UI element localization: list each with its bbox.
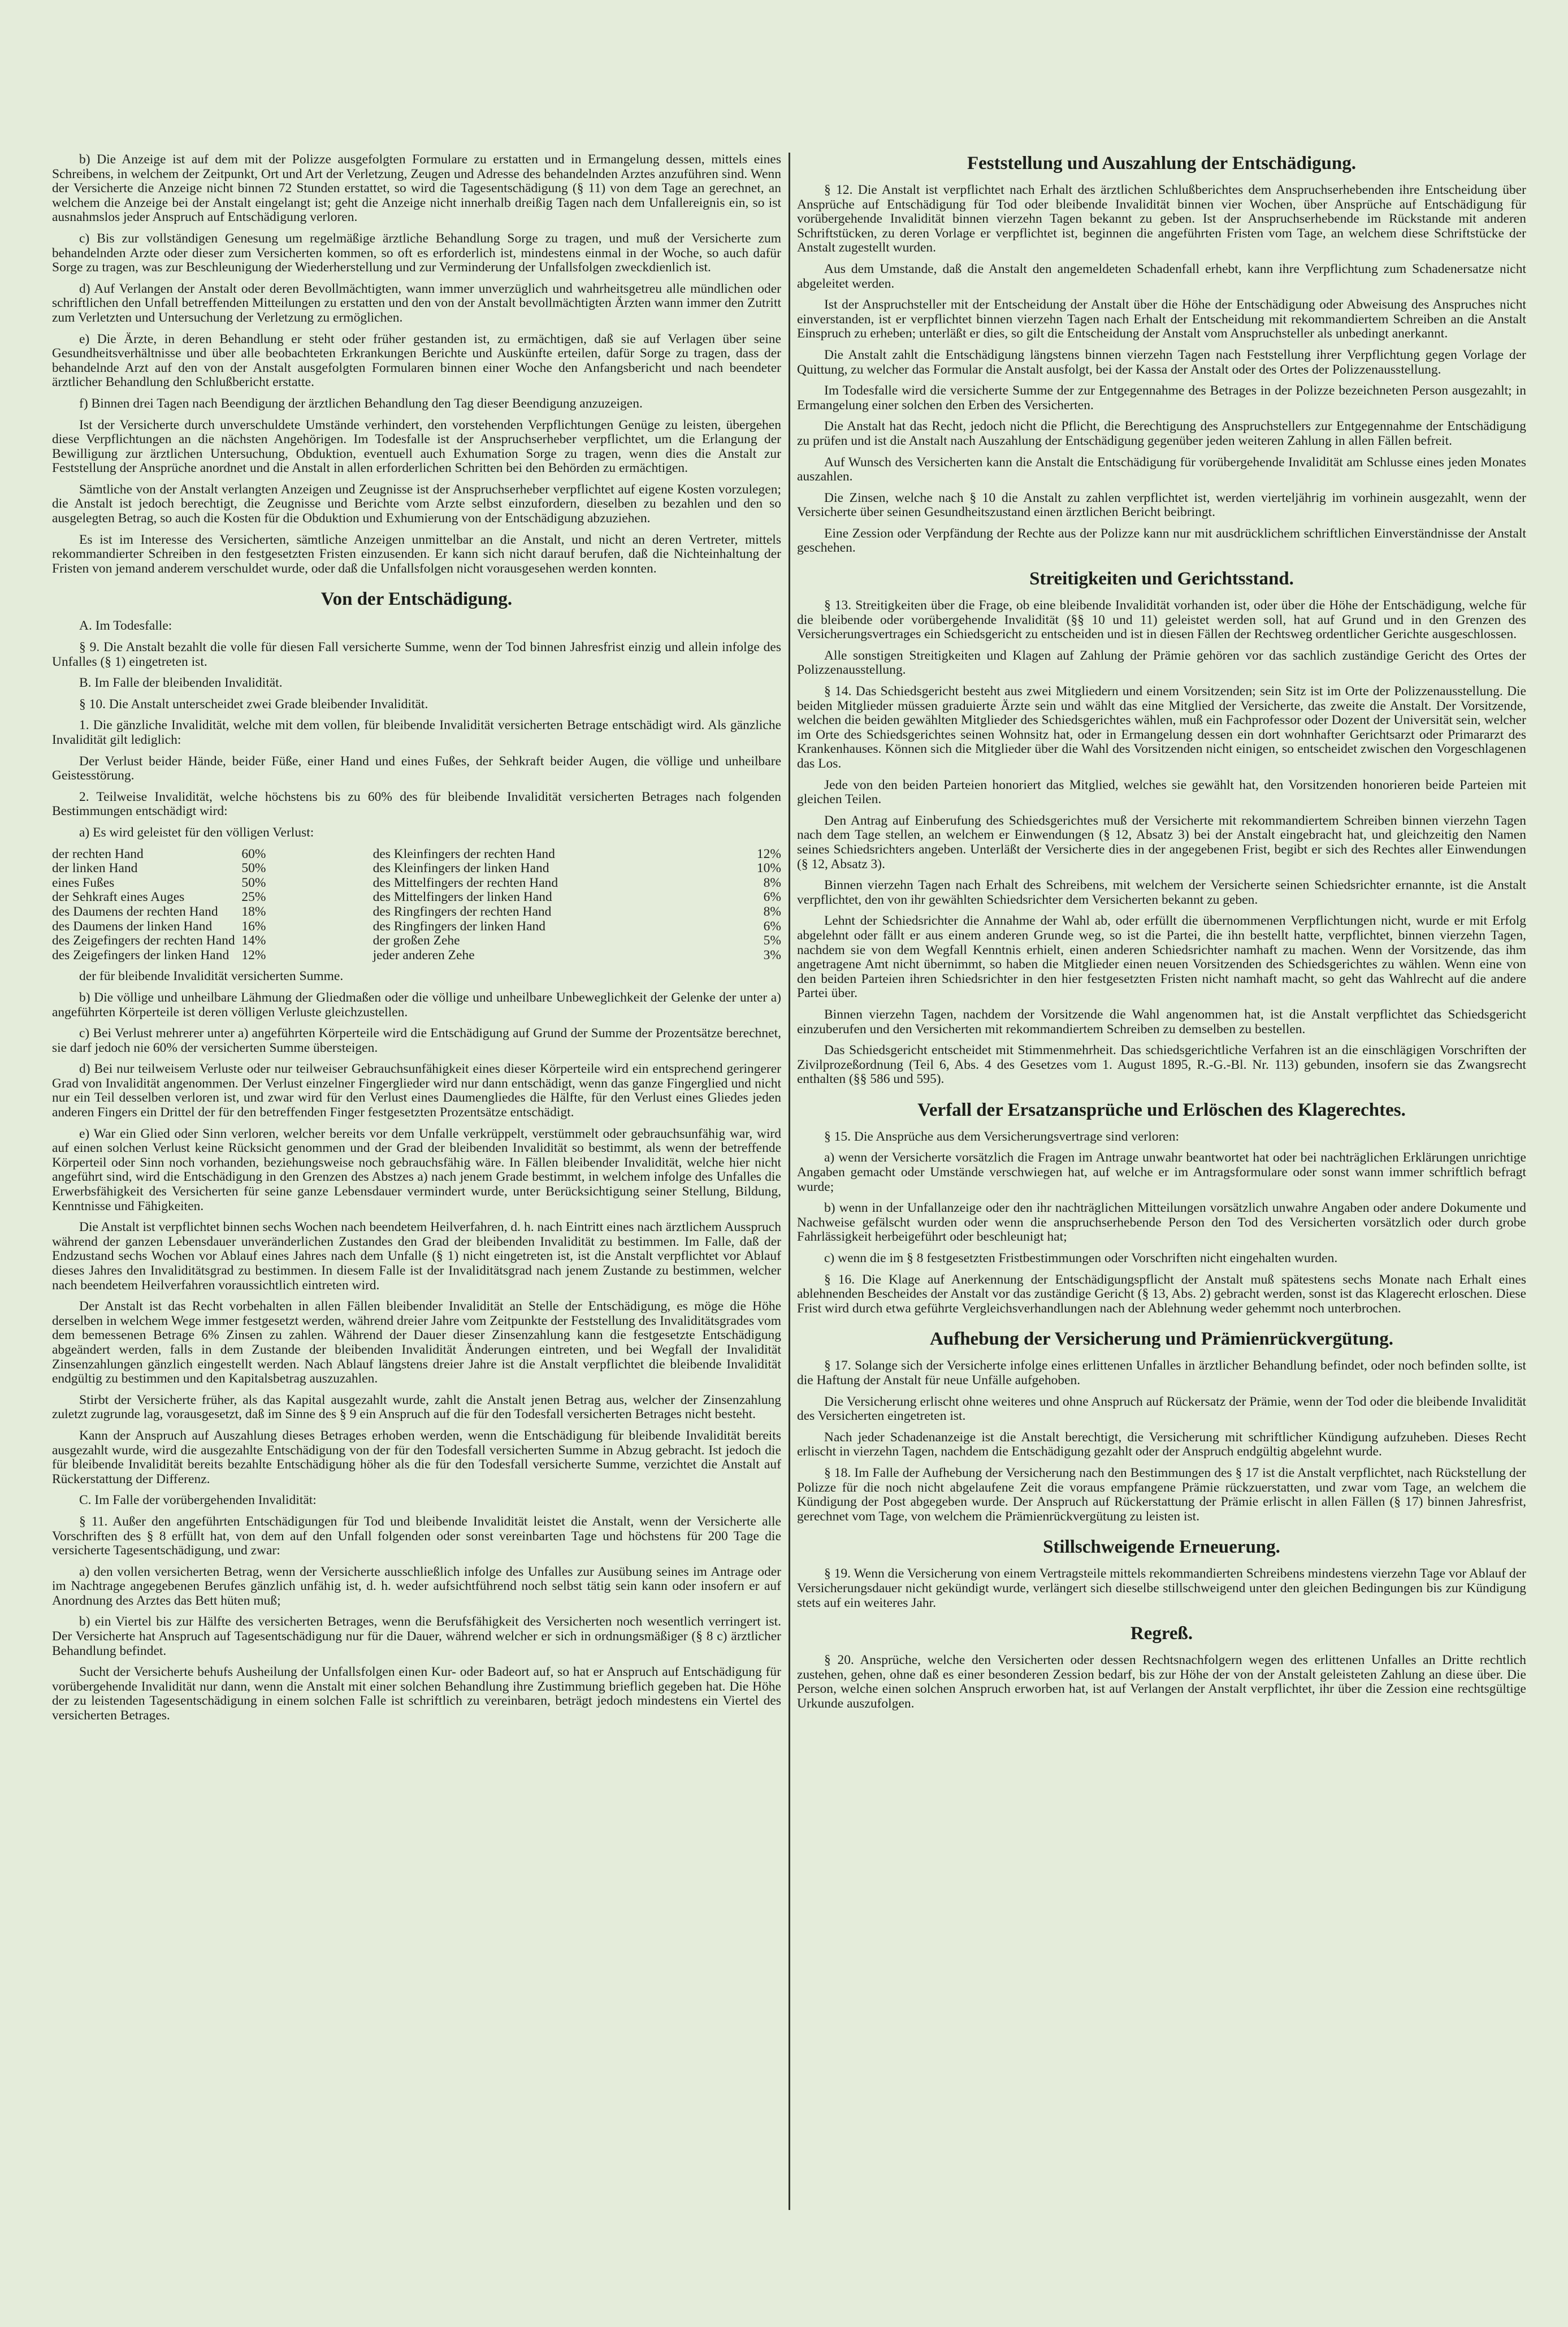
left-column	[52, 153, 781, 1730]
table-row	[52, 934, 781, 948]
paragraph: § 9. Die Anstalt bezahlt die volle für diesen Fall versicherte Summe, wenn der Tod binnen Jahresfrist einzig und allein infolge des Unfalles (§ 1) eingetreten ist.	[52, 640, 781, 669]
paragraph: der für bleibende Invalidität versicherten Summe.	[79, 969, 344, 984]
paragraph: § 14. Das Schiedsgericht besteht aus zwei Mitgliedern und einem Vorsitzenden; sein Sitz ist im Orte der Polizzenausstellung. Die beiden Mitglieder müssen graduierte Ärzte sein und wählt das eine Mitglied der Versicherte, das zweite die Anstalt. Der Vorsitzende, welchen die beiden gewählten Mitglieder des Schiedsgerichtes wählen, muß ein Fachprofessor oder Dozent der Universität sein, welcher im Orte des Schiedsgerichtes seinen Wohnsitz hat, oder in Ermangelung dessen ein dort wohnhafter Gerichtsarzt oder Primararzt des Krankenhauses. Können sich die Mitglieder über die Wahl des Vorsitzenden nicht einigen, so entscheidet zwischen den Vorgeschlagenen das Los.	[797, 684, 1526, 771]
paragraph: § 17. Solange sich der Versicherte infolge eines erlittenen Unfalles in ärztlicher Behandlung befindet, oder noch befinden sollte, ist die Haftung der Anstalt für neue Unfälle aufgehoben.	[797, 1358, 1526, 1388]
percentage-value: 3%	[763, 947, 781, 963]
paragraph: § 10. Die Anstalt unterscheidet zwei Grade bleibender Invalidität.	[79, 696, 428, 712]
body-part-label: der rechten Hand	[52, 846, 144, 861]
body-part-label: der großen Zehe	[372, 933, 460, 948]
paragraph: b) Die völlige und unheilbare Lähmung der Gliedmaßen oder die völlige und unheilbare Unbeweglichkeit der Gelenke der unter a) angeführten Körperteile ist deren völligen Verluste gleichzustellen.	[52, 990, 781, 1020]
body-part-label: jeder anderen Zehe	[372, 947, 475, 963]
paragraph: c) Bis zur vollständigen Genesung um regelmäßige ärztliche Behandlung Sorge zu tragen, und muß der Versicherte zum behandelnden Arzte oder dieser zum Versicherten kommen, so oft es erforderlich ist, mindestens einmal in der Woche, so auch dafür Sorge zu tragen, was zur Beschleunigung der Wiederherstellung und zur Verminderung der Unfallsfolgen zweckdienlich ist.	[52, 231, 781, 275]
right-column	[797, 153, 1526, 1718]
percentage-value: 14%	[241, 933, 266, 948]
paragraph: Im Todesfalle wird die versicherte Summe der zur Entgegennahme des Betrages in der Polizze bezeichneten Person ausgezahlt; in Ermangelung einer solchen den Erben des Versicherten.	[797, 383, 1526, 413]
paragraph: a) wenn der Versicherte vorsätzlich die Fragen im Antrage unwahr beantwortet hat oder bei nachträglichen Erklärungen unrichtige Angaben gemacht oder Umstände verschwiegen hat, auf welche er im Antragsformulare oder sonst wann immer schriftlich befragt wurde;	[797, 1150, 1526, 1194]
paragraph: Ist der Anspruchsteller mit der Entscheidung der Anstalt über die Höhe der Entschädigung oder Abweisung des Anspruches nicht einverstanden, ist er verpflichtet binnen vierzehn Tagen nach Erhalt der Entscheidung mit rekommandiertem Schreiben an die Anstalt Einspruch zu erheben; unterläßt er dies, so gilt die Entscheidung der Anstalt vom Anspruchsteller als unbedingt anerkannt.	[797, 297, 1526, 341]
paragraph: 1. Die gänzliche Invalidität, welche mit dem vollen, für bleibende Invalidität versicherten Betrage entschädigt wird. Als gänzliche Invalidität gilt lediglich:	[52, 718, 781, 747]
table-row	[52, 948, 781, 963]
paragraph: Nach jeder Schadenanzeige ist die Anstalt berechtigt, die Versicherung mit schriftlicher Kündigung aufzuheben. Dieses Recht erlischt in vierzehn Tagen, nachdem die Entschädigung gezahlt oder der Anspruch endgültig abgelehnt wurde.	[797, 1429, 1526, 1459]
paragraph: C. Im Falle der vorübergehenden Invalidität:	[79, 1493, 317, 1508]
body-part-label: des Daumens der rechten Hand	[52, 904, 218, 919]
body-part-label: eines Fußes	[52, 875, 115, 890]
table-row	[52, 861, 781, 876]
paragraph: Jede von den beiden Parteien honoriert das Mitglied, welches sie gewählt hat, den Vorsitzenden honorieren beide Parteien mit gleichen Teilen.	[797, 777, 1526, 807]
paragraph: § 11. Außer den angeführten Entschädigungen für Tod und bleibende Invalidität leistet die Anstalt, wenn der Versicherte alle Vorschriften des § 8 erfüllt hat, von dem auf den Unfall folgenden oder sonst vereinbarten Tage und höchstens für 200 Tage die versicherte Tagesentschädigung, und zwar:	[52, 1514, 781, 1558]
section-heading-aufhebung: Aufhebung der Versicherung und Prämienrückvergütung.	[930, 1329, 1393, 1350]
paragraph: Auf Wunsch des Versicherten kann die Anstalt die Entschädigung für vorübergehende Invalidität am Schlusse eines jeden Monates auszahlen.	[797, 454, 1526, 484]
conditions-paragraphs	[52, 153, 781, 576]
paragraph: A. Im Todesfalle:	[79, 618, 172, 634]
paragraph: § 12. Die Anstalt ist verpflichtet nach Erhalt des ärztlichen Schlußberichtes dem Anspruchserhebenden ihre Entscheidung über Ansprüche auf Entschädigung für Tod oder bleibende Invalidität binnen vier Wochen, über Ansprüche auf Entschädigung für vorübergehende Invalidität binnen vierzehn Tagen bekannt zu geben. Ist der Anspruchserhebende im Rückstande mit anderen Schriftstücken, zu deren Vorlage er verpflichtet ist, beginnen die angeführten Fristen vom Tage, an welchem diese Schriftstücke der Anstalt zugestellt wurden.	[797, 183, 1526, 255]
paragraph: § 18. Im Falle der Aufhebung der Versicherung nach den Bestimmungen des § 17 ist die Anstalt verpflichtet, nach Rückstellung der Polizze für die noch nicht abgelaufene Zeit die voraus empfangene Prämie rückzuerstatten, und zwar vom Tage, an welchem die Kündigung der Post abgegeben wurde. Der Anspruch auf Rückerstattung der Prämie erlischt in allen Fällen (§ 17) binnen Jahresfrist, gerechnet vom Tage, von welchem die Prämienrückvergütung zu leisten ist.	[797, 1465, 1526, 1524]
percentage-value: 8%	[763, 875, 781, 890]
paragraph: c) wenn die im § 8 festgesetzten Fristbestimmungen oder Vorschriften nicht eingehalten wurden.	[824, 1251, 1338, 1266]
percentage-value: 25%	[241, 890, 266, 905]
paragraph: d) Bei nur teilweisem Verluste oder nur teilweiser Gebrauchsunfähigkeit eines dieser Körperteile wird ein entsprechend geringerer Grad von Invalidität angenommen. Der Verlust einzelner Fingerglieder wird nur dann entschädigt, wenn das ganze Fingerglied und nicht nur ein Teil desselben verloren ist, und zwar wird für den Verlust eines Daumengliedes die Hälfte, für den Verlust eines Gliedes jeden anderen Fingers ein Drittel der für den betreffenden Finger festgesetzten Prozentsätze entschädigt.	[52, 1061, 781, 1120]
paragraph: § 20. Ansprüche, welche den Versicherten oder dessen Rechtsnachfolgern wegen des erlittenen Unfalles an Dritte rechtlich zustehen, gehen, ohne daß es einer besonderen Zession bedarf, bis zur Höhe der von der Anstalt geleisteten Zahlung an diese über. Die Person, welche einen solchen Anspruch erworben hat, ist auf Verlangen der Anstalt verpflichtet, ihr über die Zession eine rechtsgültige Urkunde auszufolgen.	[797, 1653, 1526, 1711]
paragraph: c) Bei Verlust mehrerer unter a) angeführten Körperteile wird die Entschädigung auf Grund der Summe der Prozentsätze berechnet, sie darf jedoch nie 60% der versicherten Summe übersteigen.	[52, 1026, 781, 1055]
paragraph: Eine Zession oder Verpfändung der Rechte aus der Polizze kann nur mit ausdrücklichem schriftlichen Einverständnisse der Anstalt geschehen.	[797, 526, 1526, 556]
paragraph: Der Anstalt ist das Recht vorbehalten in allen Fällen bleibender Invalidität an Stelle der Entschädigung, es möge die Höhe derselben in welchem Wege immer festgesetzt werden, während dreier Jahre vom Zeitpunkte der Feststellung des Invaliditätsgrades vom dem bemessenen Betrage 6% Zinsen zu zahlen. Während der Dauer dieser Zinsenzahlung kann die festgesetzte Entschädigung abgeändert werden, falls in dem Zustande der bleibenden Invalidität Änderungen eintreten, und bei Wegfall der Invalidität Zinsenzahlungen gänzlich eingestellt werden. Nach Ablauf längstens dreier Jahre ist die Anstalt verpflichtet die bleibende Invalidität endgültig zu bestimmen und den Kapitalsbetrag auszuzahlen.	[52, 1299, 781, 1386]
paragraph: b) Die Anzeige ist auf dem mit der Polizze ausgefolgten Formulare zu erstatten und in Ermangelung dessen, mittels eines Schreibens, in welchem der Zeitpunkt, Ort und Art der Verletzung, Zeugen und Adresse des behandelnden Arztes anzuführen sind. Wenn der Versicherte die Anzeige nicht binnen 72 Stunden erstattet, so wird die Tagesentschädigung (§ 11) von dem Tage an gerechnet, an welchem die Anzeige bei der Anstalt eingelangt ist; geht die Anzeige nicht innerhalb dreißig Tagen nach dem Unfallereignis ein, so ist ausnahmslos jeder Anspruch auf Entschädigung verloren.	[52, 152, 781, 225]
paragraph: § 15. Die Ansprüche aus dem Versicherungsvertrage sind verloren:	[824, 1129, 1180, 1144]
paragraph: e) Die Ärzte, in deren Behandlung er steht oder früher gestanden ist, zu ermächtigen, daß sie auf Verlagen über seine Gesundheitsverhältnisse und über alle beobachteten Erkrankungen Berichte und Auskünfte erteilen, dafür Sorge zu tragen, dass der behandelnde Arzt auf den von der Anstalt ausgefolgten Formularen binnen einer Woche den Anfangsbericht und nach beendeter ärztlicher Behandlung den Schlußbericht erstatte.	[52, 331, 781, 390]
paragraph: Der Verlust beider Hände, beider Füße, einer Hand und eines Fußes, der Sehkraft beider Augen, die völlige und unheilbare Geistesstörung.	[52, 753, 781, 783]
body-part-label: des Ringfingers der rechten Hand	[372, 904, 552, 919]
paragraph: Binnen vierzehn Tagen nach Erhalt des Schreibens, mit welchem der Versicherte seinen Schiedsrichter ernannte, ist die Anstalt verpflichtet, den von ihr gewählten Schiedsrichter dem Versicherten bekannt zu geben.	[797, 878, 1526, 907]
section-heading-erneuerung: Stillschweigende Erneuerung.	[1043, 1537, 1280, 1558]
section-heading-entschaedigung: Von der Entschädigung.	[320, 589, 513, 610]
paragraph: Das Schiedsgericht entscheidet mit Stimmenmehrheit. Das schiedsgerichtliche Verfahren ist an die einschlägigen Vorschriften der Zivilprozeßordnung (Teil 6, Abs. 4 des Gesetzes vom 1. August 1895, R.-G.-Bl. Nr. 113) gebunden, insofern sie das Zwangsrecht enthalten (§§ 586 und 595).	[797, 1043, 1526, 1087]
paragraph: Die Anstalt hat das Recht, jedoch nicht die Pflicht, die Berechtigung des Anspruchstellers zur Entgegennahme der Entschädigung zu prüfen und ist die Anstalt nach Auszahlung der Entschädigung gegenüber jeden weiteren Zahlung in allen Fällen befreit.	[797, 419, 1526, 448]
invalidity-percentage-table	[52, 847, 781, 963]
paragraph: d) Auf Verlangen der Anstalt oder deren Bevollmächtigten, wann immer unverzüglich und wahrheitsgetreu alle mündlichen oder schriftlichen den Unfall betreffenden Mitteilungen zu erstatten und den von der Anstalt bevollmächtigten Ärzten wann immer den Zutritt zum Verletzten und Untersuchung der Verletzung zu ermöglichen.	[52, 281, 781, 325]
percentage-value: 6%	[763, 918, 781, 934]
percentage-value: 50%	[241, 875, 266, 890]
body-part-label: des Kleinfingers der linken Hand	[372, 861, 549, 876]
body-part-label: des Ringfingers der linken Hand	[372, 918, 546, 934]
paragraph: Sucht der Versicherte behufs Ausheilung der Unfallsfolgen einen Kur- oder Badeort auf, so hat er Anspruch auf Entschädigung für vorübergehende Invalidität nur dann, wenn die Anstalt mit einer solchen Behandlung ihre Zustimmung brieflich gegeben hat. Die Höhe der zu leistenden Tagesentschädigung in einem solchen Falle ist schriftlich zu vereinbaren, beträgt jedoch mindestens ein Viertel des versicherten Betrages.	[52, 1665, 781, 1723]
percentage-value: 6%	[763, 890, 781, 905]
table-row	[52, 890, 781, 905]
percentage-value: 16%	[241, 918, 266, 934]
paragraph: 2. Teilweise Invalidität, welche höchstens bis zu 60% des für bleibende Invalidität versicherten Betrages nach folgenden Bestimmungen entschädigt wird:	[52, 789, 781, 819]
percentage-value: 18%	[241, 904, 266, 919]
percentage-value: 50%	[241, 861, 266, 876]
paragraph: Binnen vierzehn Tagen, nachdem der Vorsitzende die Wahl angenommen hat, ist die Anstalt verpflichtet das Schiedsgericht einzuberufen und den Versicherten mit rekommandiertem Schreiben zu demselben zu bestellen.	[797, 1007, 1526, 1037]
paragraph: Alle sonstigen Streitigkeiten und Klagen auf Zahlung der Prämie gehören vor das sachlich zuständige Gericht des Ortes der Polizzenausstellung.	[797, 648, 1526, 678]
body-part-label: der linken Hand	[52, 861, 138, 876]
paragraph: Die Anstalt zahlt die Entschädigung längstens binnen vierzehn Tagen nach Feststellung ihrer Verpflichtung gegen Vorlage der Quittung, zu welcher das Formular die Anstalt ausfolgt, bei der Kassa der Anstalt oder des Ortes der Polizzenausstellung.	[797, 347, 1526, 377]
body-part-label: der Sehkraft eines Auges	[52, 890, 185, 905]
body-part-label: des Zeigefingers der linken Hand	[52, 947, 229, 963]
column-divider	[789, 153, 790, 2210]
paragraph: Die Zinsen, welche nach § 10 die Anstalt zu zahlen verpflichtet ist, werden vierteljährig im vorhinein ausgezahlt, wenn der Versicherte über seinen Gesundheitszustand einen ärztlichen Bericht beibringt.	[797, 490, 1526, 520]
percentage-value: 5%	[763, 933, 781, 948]
table-row	[52, 905, 781, 920]
paragraph: B. Im Falle der bleibenden Invalidität.	[79, 675, 283, 691]
section-heading-streitigkeiten: Streitigkeiten und Gerichtsstand.	[1029, 569, 1294, 590]
paragraph: a) Es wird geleistet für den völligen Verlust:	[79, 825, 314, 840]
paragraph: e) War ein Glied oder Sinn verloren, welcher bereits vor dem Unfalle verkrüppelt, verstümmelt oder gebrauchsunfähig war, wird auf einen solchen Verlust keine Rücksicht genommen und der Grad der bleibenden Invalidität so bestimmt, als wenn der betreffende Körperteil oder Sinn noch vorhanden, beziehungsweise noch gebrauchsfähig wäre. In Fällen bleibender Invalidität, welche hier nicht angeführt sind, wird die Entschädigung in den Grenzen des Abstzes a) nach jenem Grade bestimmt, in welchem infolge des Unfalles die Erwerbsfähigkeit des Versicherten für seine ganze Lebensdauer vermindert wurde, unter Berücksichtigung seiner Stellung, Bildung, Kenntnisse und Fähigkeiten.	[52, 1126, 781, 1214]
paragraph: Sämtliche von der Anstalt verlangten Anzeigen und Zeugnisse ist der Anspruchserheber verpflichtet auf eigene Kosten vorzulegen; die Anstalt ist jedoch berechtigt, die Zeugnisse und Berichte vom Arzte selbst einzufordern, dieselben zu bezahlen und den so ausgelegten Betrag, so auch die Kosten für die Obduktion und Exhumierung von der Entschädigung abzuziehen.	[52, 482, 781, 526]
body-part-label: des Mittelfingers der linken Hand	[372, 890, 552, 905]
paragraph: Lehnt der Schiedsrichter die Annahme der Wahl ab, oder erfüllt die übernommenen Verpflichtungen nicht, wurde er mit Erfolg abgelehnt oder fällt er aus einem anderen Grunde weg, so ist die Partei, die ihn bestellt hatte, verpflichtet, binnen vierzehn Tagen, nachdem sie von dem Wegfall Kenntnis erhielt, einen anderen Schiedsrichter namhaft zu machen. Wenn der Vorsitzende, das ihm angetragene Amt nicht übernimmt, so haben die Mitglieder einen neuen Vorsitzenden des Schiedsgerichtes zu wählen. Wenn eine von den beiden Parteien ihren Schiedsrichter in den hier festgesetzten Fristen nicht namhaft macht, so geht das Wahlrecht auf die andere Partei über.	[797, 913, 1526, 1001]
section-heading-verfall: Verfall der Ersatzansprüche und Erlöschen des Klagerechtes.	[917, 1099, 1406, 1120]
paragraph: Den Antrag auf Einberufung des Schiedsgerichtes muß der Versicherte mit rekommandiertem Schreiben binnen vierzehn Tagen nach dem Tage stellen, an welchem er Einwendungen (§ 12, Absatz 3) bei der Anstalt eingebracht hat, und gleichzeitig den Namen seines Schiedsrichters angeben. Unterläßt der Versicherte dies in der angegebenen Frist, begibt er sich des Rechtes aller Einwendungen (§ 12, Absatz 3).	[797, 813, 1526, 872]
body-part-label: des Mittelfingers der rechten Hand	[372, 875, 558, 890]
percentage-value: 12%	[241, 947, 266, 963]
paragraph: a) den vollen versicherten Betrag, wenn der Versicherte ausschließlich infolge des Unfalles zur Ausübung seines im Antrage oder im Nachtrage angegebenen Berufes gänzlich unfähig ist, d. h. weder aufsichtführend noch selbst tätig sein kann oder insofern er auf Anordnung des Arztes das Bett hüten muß;	[52, 1564, 781, 1608]
paragraph: Kann der Anspruch auf Auszahlung dieses Betrages erhoben werden, wenn die Entschädigung für bleibende Invalidität bereits ausgezahlt wurde, wird die ausgezahlte Entschädigung von der für den Todesfall versicherten Summe in Abzug gebracht. Ist jedoch die für bleibende Invalidität bereits bezahlte Entschädigung höher als die für den Todesfall versicherte Summe, verzichtet die Anstalt auf Rückerstattung der Differenz.	[52, 1428, 781, 1487]
paragraph: Die Anstalt ist verpflichtet binnen sechs Wochen nach beendetem Heilverfahren, d. h. nach Eintritt eines nach ärztlichem Ausspruch während der ganzen Lebensdauer unveränderlichen Zustandes den Grad der bleibenden Invalidität zu bestimmen. Im Falle, daß der Endzustand sechs Wochen vor Ablauf eines Jahres nach dem Unfalle (§ 1) nicht eingetreten ist, ist die Anstalt verpflichtet vor Ablauf dieses Jahres den Invaliditätsgrad zu bestimmen. In diesem Falle ist der Invaliditätsgrad nach jenem Zustande zu bestimmen, welcher nach beendetem Heilverfahren voraussichtlich eintreten wird.	[52, 1220, 781, 1293]
table-row	[52, 847, 781, 862]
body-part-label: des Zeigefingers der rechten Hand	[52, 933, 235, 948]
paragraph: f) Binnen drei Tagen nach Beendigung der ärztlichen Behandlung den Tag dieser Beendigung anzuzeigen.	[79, 396, 643, 411]
paragraph: § 19. Wenn die Versicherung von einem Vertragsteile mittels rekommandierten Schreibens mindestens vierzehn Tage vor Ablauf der Versicherungsdauer nicht gekündigt wurde, verlängert sich dieselbe stillschweigend unter den gleichen Bedingungen bis zur Kündigung stets auf ein weiteres Jahr.	[797, 1566, 1526, 1610]
percentage-value: 12%	[756, 846, 781, 861]
paragraph: b) wenn in der Unfallanzeige oder den ihr nachträglichen Mitteilungen vorsätzlich unwahre Angaben oder andere Dokumente und Nachweise gefälscht wurden oder wenn die anspruchserhebende Person den Tod des Versicherten vorsätzlich oder durch grobe Fahrlässigkeit herbeigeführt oder beschleunigt hat;	[797, 1201, 1526, 1245]
section-heading-regress: Regreß.	[1130, 1623, 1193, 1644]
paragraph: Die Versicherung erlischt ohne weiteres und ohne Anspruch auf Rückersatz der Prämie, wenn der Tod oder die bleibende Invalidität des Versicherten eingetreten ist.	[797, 1394, 1526, 1424]
body-part-label: des Daumens der linken Hand	[52, 918, 213, 934]
table-row	[52, 876, 781, 891]
paragraph: Es ist im Interesse des Versicherten, sämtliche Anzeigen unmittelbar an die Anstalt, und nicht an deren Vertreter, mittels rekommandierter Schreiben in den festgesetzten Fristen einzusenden. Er kann sich nicht darauf berufen, daß die Nichteinhaltung der Fristen von jemand anderem verschuldet wurde, oder daß die Unfallsfolgen nicht vorausgesehen werden konnten.	[52, 532, 781, 576]
paragraph: Ist der Versicherte durch unverschuldete Umstände verhindert, den vorstehenden Verpflichtungen Genüge zu leisten, übergehen diese Verpflichtungen an die nächsten Angehörigen. Im Todesfalle ist der Anspruchserheber verpflichtet, um die Erlangung der Bewilligung zur ärztlichen Untersuchung, Obduktion, eventuell auch Exhumation Sorge zu tragen, wenn dies die Anstalt zur Feststellung der Ansprüche anordnet und die Anstalt in allen erforderlichen Schritten bei den Behörden zu ermächtigen.	[52, 417, 781, 476]
percentage-value: 10%	[756, 861, 781, 876]
percentage-value: 60%	[241, 846, 266, 861]
paragraph: § 13. Streitigkeiten über die Frage, ob eine bleibende Invalidität vorhanden ist, oder über die Höhe der Entschädigung, welche für die bleibende oder vorübergehende Invalidität (§§ 10 und 11) geleistet werden soll, hat auf Grund und in den Grenzen des Versicherungsvertrages ein Schiedsgericht zu entscheiden und ist in diesen Fällen der Rechtsweg ordentlicher Gerichte ausgeschlossen.	[797, 598, 1526, 642]
paragraph: Stirbt der Versicherte früher, als das Kapital ausgezahlt wurde, zahlt die Anstalt jenen Betrag aus, welcher der Zinsenzahlung zuletzt zugrunde lag, vorausgesetzt, daß im Sinne des § 9 ein Anspruch auf die für den Todesfall versicherten Betrages nicht besteht.	[52, 1392, 781, 1422]
percentage-value: 8%	[763, 904, 781, 919]
paragraph: b) ein Viertel bis zur Hälfte des versicherten Betrages, wenn die Berufsfähigkeit des Versicherten noch wesentlich verringert ist. Der Versicherte hat Anspruch auf Tagesentschädigung nur für die Dauer, während welcher er sich in ordnungsmäßiger (§ 8 c) ärztlicher Behandlung befindet.	[52, 1614, 781, 1658]
paragraph: Aus dem Umstande, daß die Anstalt den angemeldeten Schadenfall erhebt, kann ihre Verpflichtung zum Schadenersatze nicht abgeleitet werden.	[797, 261, 1526, 291]
section-heading-feststellung: Feststellung und Auszahlung der Entschädigung.	[967, 153, 1357, 174]
body-part-label: des Kleinfingers der rechten Hand	[372, 846, 555, 861]
table-row	[52, 920, 781, 934]
paragraph: § 16. Die Klage auf Anerkennung der Entschädigungspflicht der Anstalt muß spätestens sechs Monate nach Erhalt eines ablehnenden Bescheides der Anstalt vor das zuständige Gericht (§ 13, Abs. 2) gebracht werden, sonst ist das Klagerecht erloschen. Diese Frist wird durch etwa geführte Vergleichsverhandlungen nach der Ablehnung weder gehemmt noch unterbrochen.	[797, 1272, 1526, 1316]
